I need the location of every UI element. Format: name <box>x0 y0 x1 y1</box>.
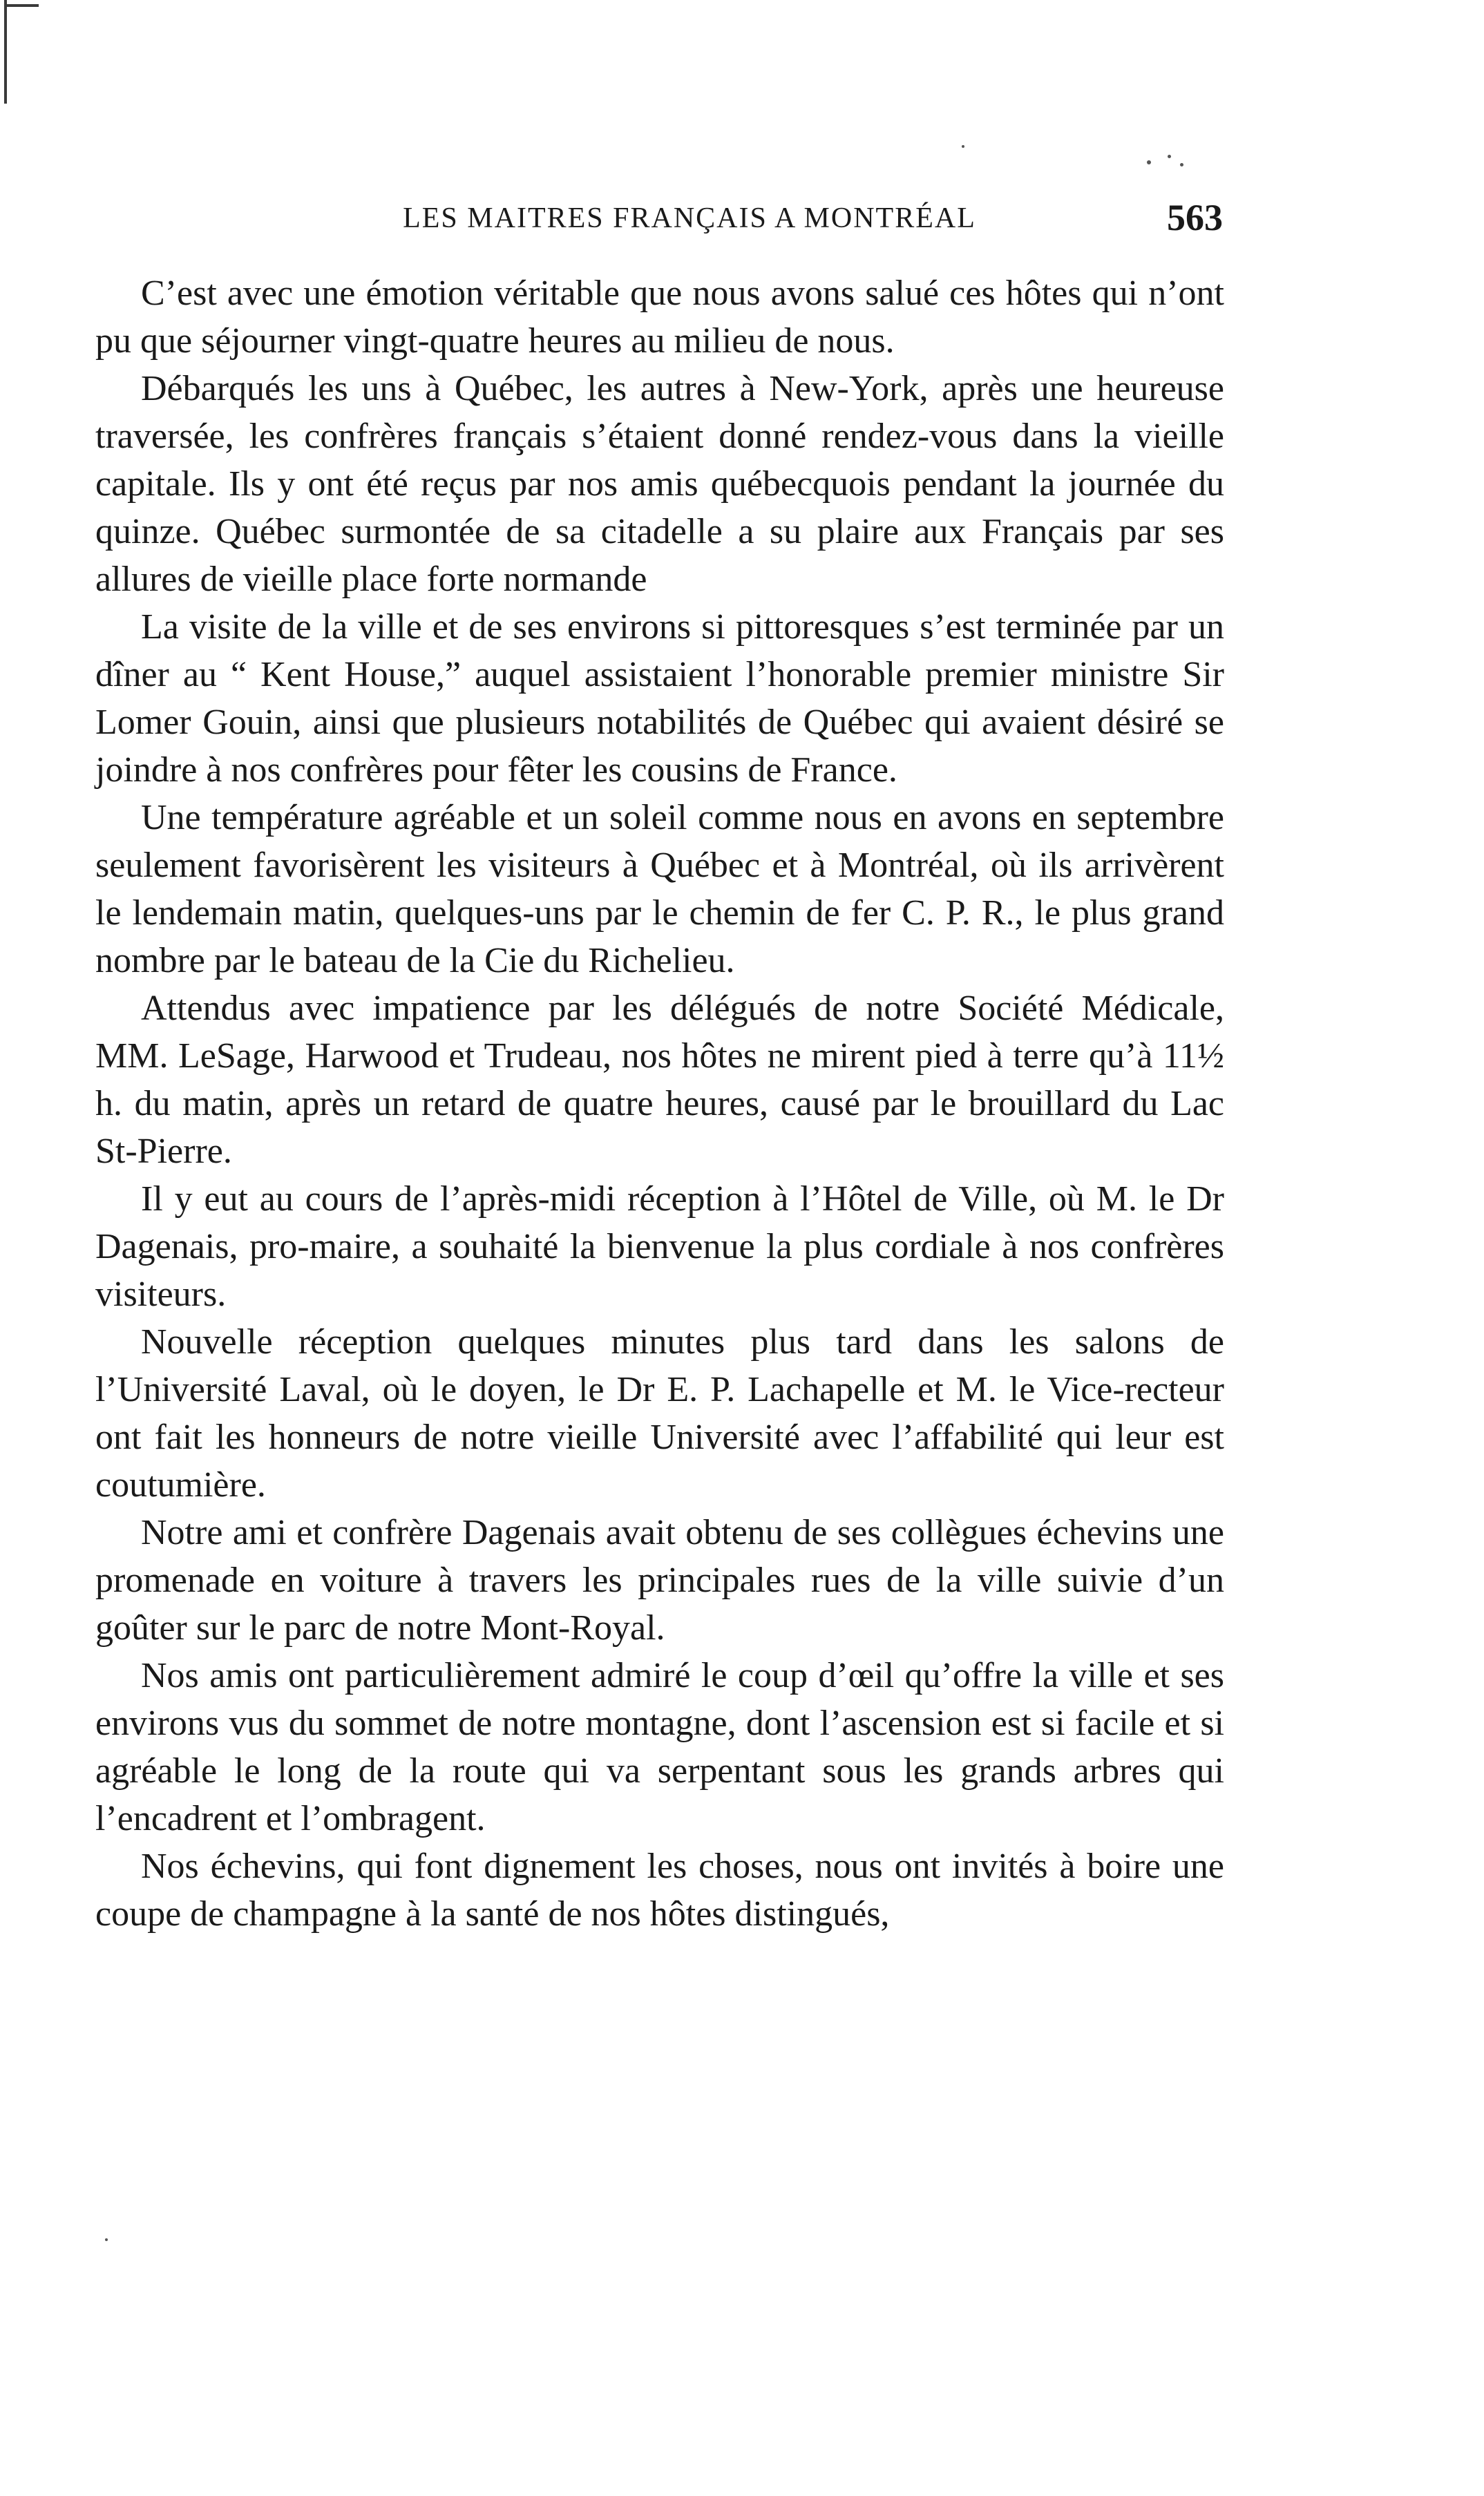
ink-speck <box>105 2238 108 2241</box>
ink-speck <box>1180 163 1183 166</box>
ink-speck <box>1147 160 1151 164</box>
paragraph: Il y eut au cours de l’après-midi réception à l’Hôtel de Ville, où M. le Dr Dagenais, pro-maire, a souhaité la bienvenue la plus cordiale à nos confrères visiteurs. <box>95 1179 1224 1314</box>
page-edge-mark <box>4 4 39 7</box>
paragraph: Attendus avec impatience par les délégués de notre Société Médicale, MM. LeSage, Harwood et Trudeau, nos hôtes ne mirent pied à terre qu’à 11½ h. du matin, après un retard de quatre heures, causé par le brouillard du Lac St-Pierre. <box>95 989 1224 1171</box>
body-text <box>95 269 1224 1938</box>
paragraph: Notre ami et confrère Dagenais avait obtenu de ses collègues échevins une promenade en voiture à travers les principales rues de la ville suivie d’un goûter sur le parc de notre Mont-Royal. <box>95 1513 1224 1648</box>
running-head <box>0 197 1484 250</box>
paragraph: Nos échevins, qui font dignement les choses, nous ont invités à boire une coupe de champagne à la santé de nos hôtes distingués, <box>95 1847 1224 1934</box>
ink-speck <box>1168 155 1171 158</box>
paragraph: Une température agréable et un soleil comme nous en avons en septembre seulement favorisèrent les visiteurs à Québec et à Montréal, où ils arrivèrent le lendemain matin, quelques-uns par le chemin de fer C. P. R., le plus grand nombre par le bateau de la Cie du Richelieu. <box>95 798 1224 980</box>
ink-speck <box>962 145 964 148</box>
page-edge-mark <box>4 0 7 104</box>
paragraph: La visite de la ville et de ses environs si pittoresques s’est terminée par un dîner au “ Kent House,” auquel assistaient l’honorable premier ministre Sir Lomer Gouin, ainsi que plusieurs notabilités de Québec qui avaient désiré se joindre à nos confrères pour fêter les cousins de France. <box>95 607 1224 790</box>
paragraph: Débarqués les uns à Québec, les autres à New-York, après une heureuse traversée, les confrères français s’étaient donné rendez-vous dans la vieille capitale. Ils y ont été reçus par nos amis québecquois pendant la journée du quinze. Québec surmontée de sa citadelle a su plaire aux Français par ses allures de vieille place forte normande <box>95 369 1224 599</box>
page-number: 563 <box>1167 197 1223 238</box>
paragraph: Nouvelle réception quelques minutes plus tard dans les salons de l’Université Laval, où le doyen, le Dr E. P. Lachapelle et M. le Vice-recteur ont fait les honneurs de notre vieille Université avec l’affabilité qui leur est coutumière. <box>95 1322 1224 1505</box>
paragraph: Nos amis ont particulièrement admiré le coup d’œil qu’offre la ville et ses environs vus du sommet de notre montagne, dont l’ascension est si facile et si agréable le long de la route qui va serpentant sous les grands arbres qui l’encadrent et l’ombragent. <box>95 1656 1224 1838</box>
paragraph: C’est avec une émotion véritable que nous avons salué ces hôtes qui n’ont pu que séjourner vingt-quatre heures au milieu de nous. <box>95 274 1224 361</box>
running-title: LES MAITRES FRANÇAIS A MONTRÉAL <box>403 202 976 234</box>
